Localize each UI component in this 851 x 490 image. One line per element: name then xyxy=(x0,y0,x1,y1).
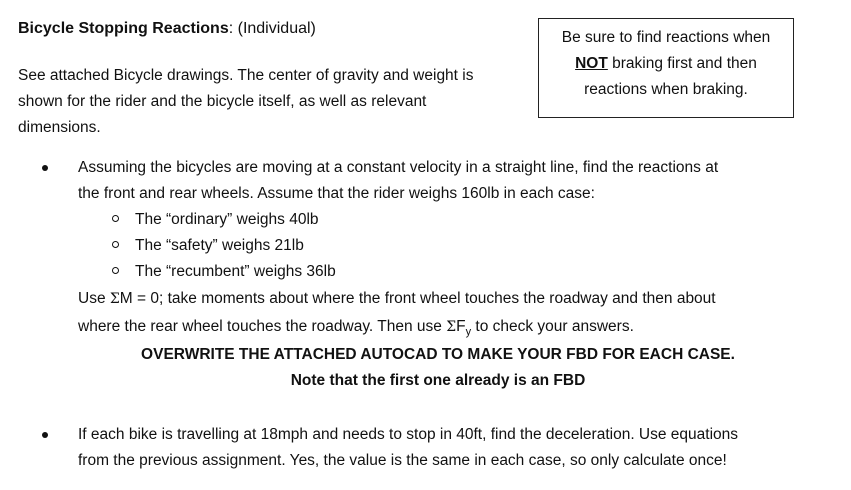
intro-paragraph xyxy=(18,63,528,141)
note-line-3: reactions when braking. xyxy=(584,81,748,98)
note-line-1: Be sure to find reactions when xyxy=(561,29,771,46)
note-line-2 xyxy=(539,51,793,77)
bullet-2-line-1: If each bike is travelling at 18mph and needs to stop in 40ft, find the deceleration. Use equations xyxy=(78,426,739,443)
sub-item-ordinary xyxy=(112,207,336,233)
moments-text-d: to check your answers. xyxy=(471,318,634,335)
bullet-1-line-1: Assuming the bicycles are moving at a constant velocity in a straight line, find the reactions at xyxy=(78,159,719,176)
circle-bullet-icon xyxy=(112,215,119,222)
moments-paragraph xyxy=(78,285,818,346)
section-title xyxy=(18,20,316,38)
overwrite-instruction: OVERWRITE THE ATTACHED AUTOCAD TO MAKE YOUR FBD FOR EACH CASE. xyxy=(141,346,735,363)
bullet-2-line-2: from the previous assignment. Yes, the value is the same in each case, so only calculate once! xyxy=(78,452,727,469)
sub-item-safety xyxy=(112,233,336,259)
bullet-dot-2 xyxy=(42,432,48,438)
bullet-1-line-2: the front and rear wheels. Assume that the rider weighs 160lb in each case: xyxy=(78,185,595,202)
intro-line-1: See attached Bicycle drawings. The center of gravity and weight is xyxy=(18,67,474,84)
circle-bullet-icon xyxy=(112,267,119,274)
sub-item-text: The “recumbent” weighs 36lb xyxy=(135,263,336,280)
moments-line-1 xyxy=(78,285,818,313)
not-emphasis: NOT xyxy=(575,55,608,72)
title-rest: : (Individual) xyxy=(228,20,316,37)
sub-item-text: The “ordinary” weighs 40lb xyxy=(135,211,319,228)
bullet-dot-1 xyxy=(42,165,48,171)
moments-line-2 xyxy=(78,313,818,346)
title-bold: Bicycle Stopping Reactions xyxy=(18,20,229,37)
sub-item-text: The “safety” weighs 21lb xyxy=(135,237,304,254)
moments-text-c: where the rear wheel touches the roadway. Then use xyxy=(78,318,447,335)
moments-text-b: M = 0; take moments about where the front wheel touches the roadway and then about xyxy=(119,290,716,307)
fbd-note: Note that the first one already is an FBD xyxy=(290,372,586,389)
intro-line-2: shown for the rider and the bicycle itself, as well as relevant xyxy=(18,93,427,110)
intro-line-3: dimensions. xyxy=(18,119,101,136)
force-subscript: y xyxy=(465,326,472,339)
sub-item-recumbent xyxy=(112,259,336,285)
bullet-2-text xyxy=(78,422,818,474)
circle-bullet-icon xyxy=(112,241,119,248)
moments-text-a: Use xyxy=(78,290,110,307)
bullet-1-text xyxy=(78,155,818,207)
sigma-symbol: Σ xyxy=(446,319,457,335)
sigma-symbol: Σ xyxy=(109,291,120,307)
note-line-2-rest: braking first and then xyxy=(607,55,757,72)
force-symbol: F xyxy=(456,318,466,335)
note-box xyxy=(538,18,794,118)
sub-list xyxy=(112,207,336,285)
